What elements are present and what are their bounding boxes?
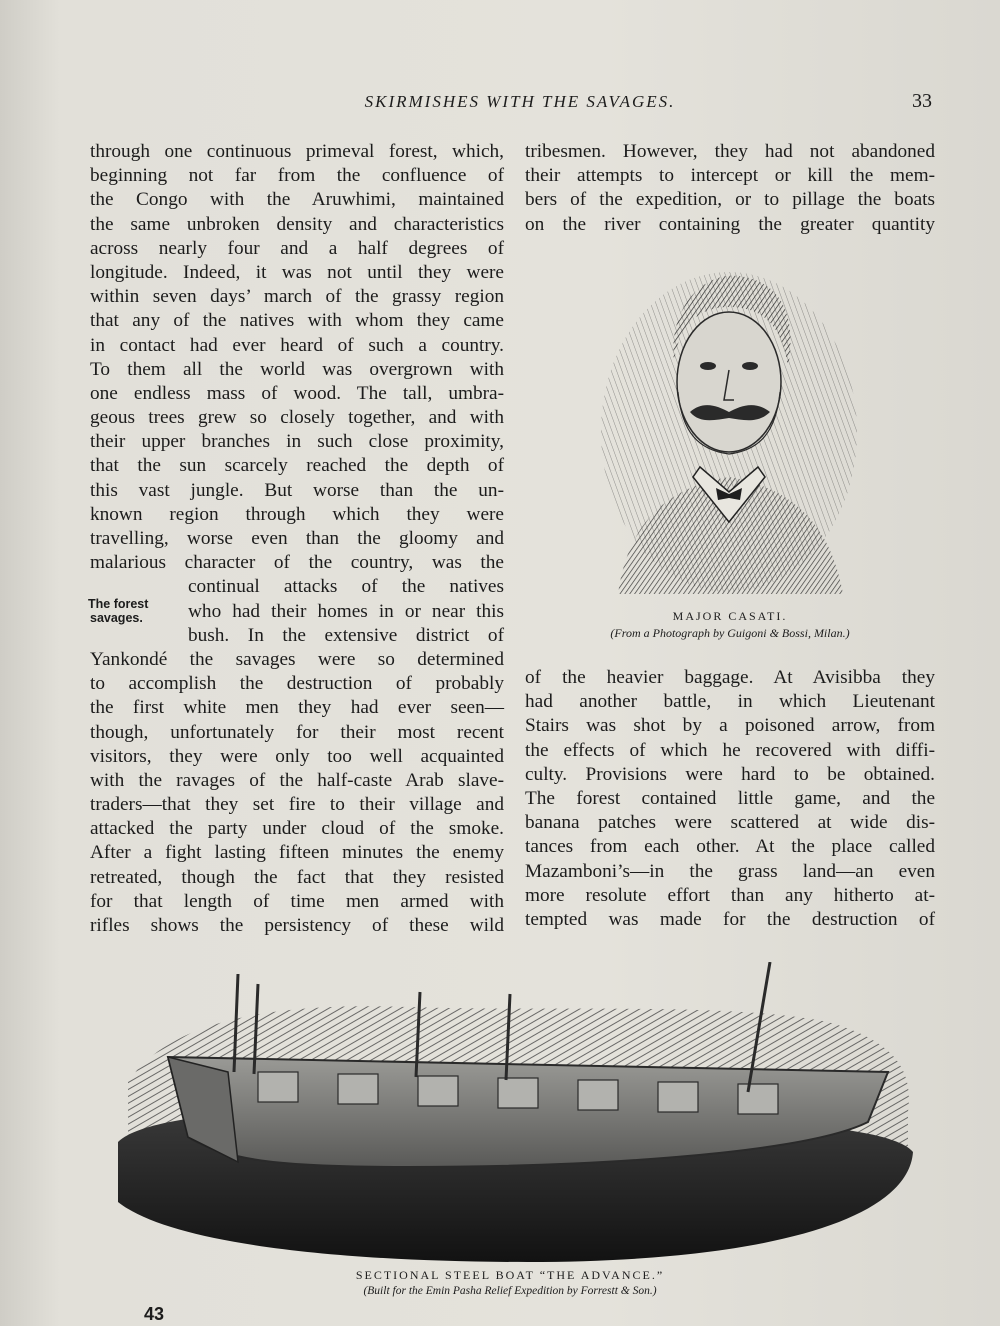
right-column-bottom [525,666,935,932]
text-line: in contact had ever heard of such a country. [90,334,504,356]
text-line: with the ravages of the half-caste Arab slave- [90,769,504,791]
boat-caption: SECTIONAL STEEL BOAT “THE ADVANCE.” [355,1268,665,1282]
margin-note-line: The forest [88,597,149,611]
text-line: Stairs was shot by a poisoned arrow, from [525,715,935,737]
text-line: attacked the party under cloud of the smoke. [90,818,504,840]
text-line: To them all the world was overgrown with [90,358,504,380]
text-line: their upper branches in such close proximity, [90,431,504,453]
text-line: banana patches were scattered at wide dis- [525,812,935,834]
text-line: bers of the expedition, or to pillage the boats [525,189,935,211]
text-line: retreated, though the fact that they resisted [90,866,504,888]
text-line: the effects of which he recovered with diffi- [525,739,935,761]
text-line: had another battle, in which Lieutenant [525,691,935,713]
portrait-caption: MAJOR CASATI. [672,609,788,623]
text-line: across nearly four and a half degrees of [90,237,504,259]
text-line: continual attacks of the natives [188,576,504,598]
text-line: traders—that they set fire to their village and [90,794,504,816]
text-line: one endless mass of wood. The tall, umbra- [90,382,504,404]
portrait-illustration [598,262,860,594]
text-line: tances from each other. At the place called [525,836,935,858]
text-line: for that length of time men armed with [90,890,504,912]
text-line: their attempts to intercept or kill the mem- [525,165,935,187]
margin-note-line: savages. [90,611,143,625]
boat-illustration [108,962,918,1262]
text-line: tempted was made for the destruction of [525,908,935,930]
text-line: of the heavier baggage. At Avisibba they [525,667,935,688]
text-line: malarious character of the country, was the [90,552,504,574]
text-line: geous trees grew so closely together, and with [90,407,504,429]
boat-credit: (Built for the Emin Pasha Relief Expedition by Forrestt & Son.) [363,1285,657,1297]
text-line: After a fight lasting fifteen minutes the enemy [90,842,504,864]
text-line: longitude. Indeed, it was not until they were [90,261,504,283]
text-line: bush. In the extensive district of [188,624,504,646]
text-line: though, unfortunately for their most recent [90,721,504,743]
text-line: this vast jungle. But worse than the un- [90,479,504,501]
text-line: within seven days’ march of the grassy region [90,286,504,308]
page-number: 33 [912,90,932,112]
text-line: rifles shows the persistency of these wild [90,915,504,936]
text-line: to accomplish the destruction of probably [90,673,504,695]
text-line: Yankondé the savages were so determined [90,648,504,670]
text-line: the Congo with the Aruwhimi, maintained [90,189,504,211]
signature-number: 43 [144,1304,165,1324]
text-line: visitors, they were only too well acquainted [90,745,504,767]
portrait-credit: (From a Photograph by Guigoni & Bossi, Milan.) [610,626,850,640]
text-line: culty. Provisions were hard to be obtained. [525,763,935,785]
margin-note [88,597,178,625]
text-line: the same unbroken density and characteristics [90,213,504,235]
text-line: The forest contained little game, and the [525,787,935,809]
text-line: the first white men they had ever seen— [90,697,504,719]
left-column [90,140,504,938]
text-line: known region through which they were [90,503,504,525]
text-line: tribesmen. However, they had not abandoned [525,141,935,162]
text-line: who had their homes in or near this [188,600,504,622]
text-line: more resolute effort than any hitherto at- [525,884,935,906]
right-column-top [525,140,935,237]
text-line: that any of the natives with whom they came [90,310,504,332]
text-line: that the sun scarcely reached the depth of [90,455,504,477]
text-line: beginning not far from the confluence of [90,165,504,187]
text-line: travelling, worse even than the gloomy and [90,528,504,549]
text-line: Mazamboni’s—in the grass land—an even [525,860,935,882]
text-line: on the river containing the greater quantity [525,213,935,235]
running-title: SKIRMISHES WITH THE SAVAGES. [364,92,676,111]
text-line: through one continuous primeval forest, which, [90,141,504,162]
